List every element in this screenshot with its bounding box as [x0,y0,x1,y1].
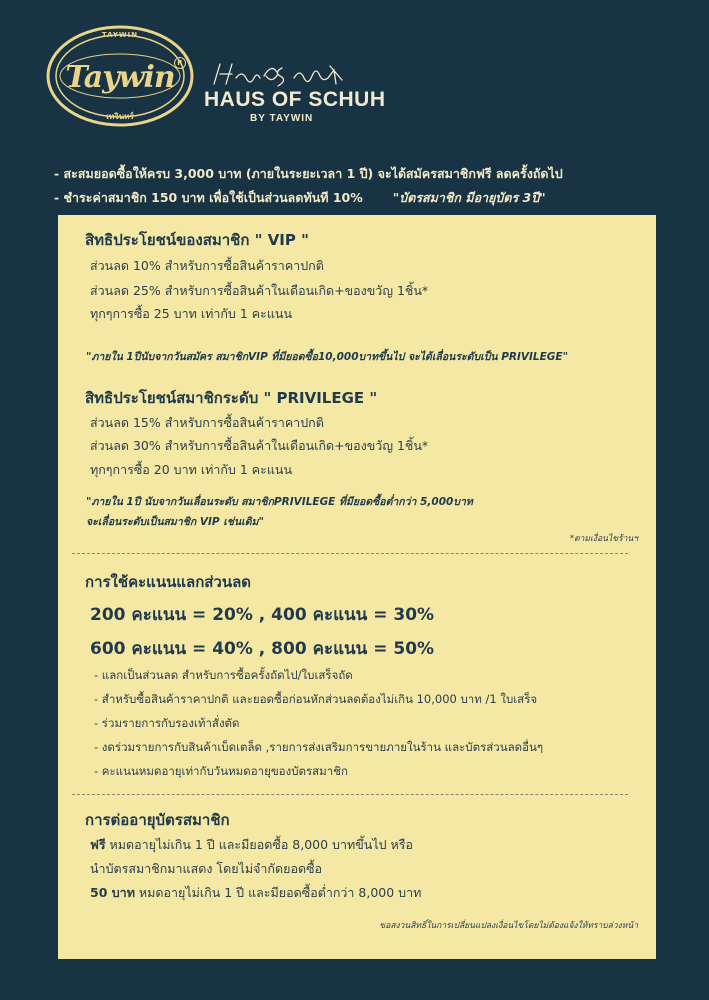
conditions-footnote: *ตามเงื่อนไขร้านฯ [569,534,638,544]
intro-card-validity-note: "บัตรสมาชิก มีอายุบัตร 3ปี" [392,190,546,205]
intro-line-2-text: - ชำระค่าสมาชิก 150 บาท เพื่อใช้เป็นส่วนลดทันที 10% [54,190,363,205]
registered-mark: R [174,57,186,69]
brand-subtitle: BY TAYWIN [250,113,314,124]
renewal-paid-label: 50 บาท [90,885,135,900]
benefits-panel [58,215,656,959]
vip-upgrade-note: "ภายใน 1ปีนับจากวันสมัคร สมาชิกVIP ที่มียอดซื้อ10,000บาทขึ้นไป จะได้เลื่อนระดับเป็น PRIVILEGE" [86,351,569,363]
haus-of-schuh-signature [210,60,345,88]
intro-line-2 [54,188,546,208]
brand-name: HAUS OF SCHUH [204,88,386,111]
privilege-title: สิทธิประโยชน์สมาชิกระดับ " PRIVILEGE " [85,389,378,407]
points-rate-row: 200 คะแนน = 20% , 400 คะแนน = 30% [90,605,435,625]
privilege-item: ทุกๆการซื้อ 20 บาท เท่ากับ 1 คะแนน [90,462,292,477]
intro-line-1: - สะสมยอดซื้อให้ครบ 3,000 บาท (ภายในระยะเวลา 1 ปี) จะได้สมัครสมาชิกฟรี ลดครั้งถัดไป [54,166,563,181]
vip-item: ส่วนลด 10% สำหรับการซื้อสินค้าราคาปกติ [90,258,324,273]
points-condition: - แลกเป็นส่วนลด สำหรับการซื้อครั้งถัดไป/ใบเสร็จถัด [94,668,353,682]
points-rate-row: 600 คะแนน = 40% , 800 คะแนน = 50% [90,639,435,659]
disclaimer: ขอสงวนสิทธิ์ในการเปลี่ยนแปลงเงื่อนไขโดยไม่ต้องแจ้งให้ทราบล่วงหน้า [379,921,638,931]
privilege-item: ส่วนลด 30% สำหรับการซื้อสินค้าในเดือนเกิด+ของขวัญ 1ชิ้น* [90,438,429,453]
renewal-paid-text: หมดอายุไม่เกิน 1 ปี และมียอดซื้อต่ำกว่า 8,000 บาท [134,885,422,900]
taywin-logo [46,25,194,127]
privilege-downgrade-note-2: จะเลื่อนระดับเป็นสมาชิก VIP เช่นเดิม" [86,516,264,528]
points-condition: - งดร่วมรายการกับสินค้าเบ็ดเตล็ด ,รายการส่งเสริมการขายภายในร้าน และบัตรส่วนลดอื่นๆ [94,740,544,754]
points-title: การใช้คะแนนแลกส่วนลด [85,573,252,591]
logo-top-text: TAYWIN [101,31,139,39]
renewal-paid-row [90,883,421,903]
section-divider [72,794,628,795]
vip-item: ส่วนลด 25% สำหรับการซื้อสินค้าในเดือนเกิด+ของขวัญ 1ชิ้น* [90,283,429,298]
points-condition: - ร่วมรายการกับรองเท้าสั่งตัด [94,716,240,730]
renewal-free-label: ฟรี [90,837,106,852]
renewal-free-row-2: นำบัตรสมาชิกมาแสดง โดยไม่จำกัดยอดซื้อ [90,861,323,876]
points-condition: - สำหรับซื้อสินค้าราคาปกติ และยอดซื้อก่อนหักส่วนลดต้องไม่เกิน 10,000 บาท /1 ใบเสร็จ [94,692,538,706]
points-condition: - คะแนนหมดอายุเท่ากับวันหมดอายุของบัตรสมาชิก [94,764,348,778]
renewal-free-row [90,835,413,855]
privilege-item: ส่วนลด 15% สำหรับการซื้อสินค้าราคาปกติ [90,415,324,430]
logo-wordmark: Taywin [65,60,175,95]
section-divider [72,553,628,554]
vip-item: ทุกๆการซื้อ 25 บาท เท่ากับ 1 คะแนน [90,306,292,321]
renewal-free-text: หมดอายุไม่เกิน 1 ปี และมียอดซื้อ 8,000 บาทขึ้นไป หรือ [105,837,413,852]
renewal-title: การต่ออายุบัตรสมาชิก [85,811,230,829]
vip-title: สิทธิประโยชน์ของสมาชิก " VIP " [85,231,309,249]
privilege-downgrade-note: "ภายใน 1ปี นับจากวันเลื่อนระดับ สมาชิกPRIVILEGE ที่มียอดซื้อต่ำกว่า 5,000บาท [86,496,473,508]
logo-bottom-text: เทวินทร์ [106,112,134,121]
